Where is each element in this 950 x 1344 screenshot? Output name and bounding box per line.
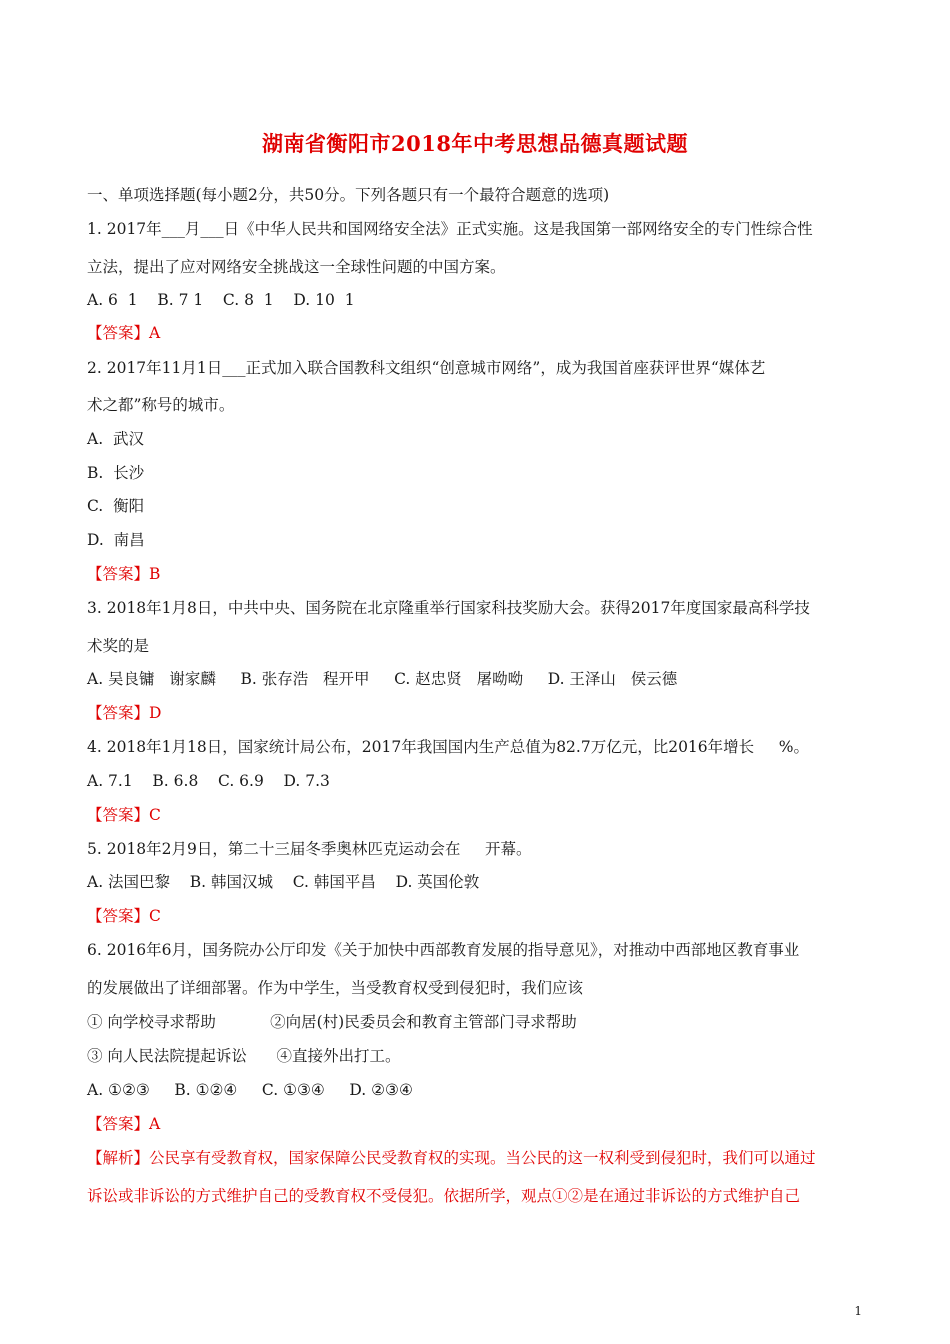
- question-3-options: A. 吴良镛 谢家麟 B. 张存浩 程开甲 C. 赵忠贤 屠呦呦 D. 王泽山 侯云德: [87, 670, 678, 688]
- question-6-analysis-line-2: 诉讼或非诉讼的方式维护自己的受教育权不受侵犯。依据所学，观点①②是在通过非诉讼的方式维护自己: [87, 1187, 801, 1205]
- question-4-options: A. 7.1 B. 6.8 C. 6.9 D. 7.3: [87, 772, 330, 790]
- question-4-answer: 【答案】C: [87, 806, 161, 824]
- question-3-line-1: 3. 2018年1月8日，中共中央、国务院在北京隆重举行国家科技奖励大会。获得2017年度国家最高科学技: [87, 599, 810, 617]
- page-title: 湖南省衡阳市2018年中考思想品德真题试题: [262, 131, 688, 156]
- question-5-options: A. 法国巴黎 B. 韩国汉城 C. 韩国平昌 D. 英国伦敦: [87, 873, 480, 891]
- question-1-line-2: 立法，提出了应对网络安全挑战这一全球性问题的中国方案。: [87, 258, 506, 276]
- question-6-options: A. ①②③ B. ①②④ C. ①③④ D. ②③④: [87, 1081, 413, 1099]
- question-6-line-1: 6. 2016年6月，国务院办公厅印发《关于加快中西部教育发展的指导意见》，对推动中西部地区教育事业: [87, 941, 800, 959]
- question-2-option-c: C. 衡阳: [87, 497, 145, 515]
- question-1-answer: 【答案】A: [87, 324, 161, 342]
- question-6-statements-3-4: ③ 向人民法院提起诉讼 ④直接外出打工。: [87, 1047, 401, 1065]
- section-heading: 一、单项选择题(每小题2分，共50分。下列各题只有一个最符合题意的选项): [87, 186, 610, 204]
- question-6-analysis-line-1: 【解析】公民享有受教育权，国家保障公民受教育权的实现。当公民的这一权利受到侵犯时，我们可以通过: [87, 1149, 816, 1167]
- question-2-line-1: 2. 2017年11月1日___正式加入联合国教科文组织“创意城市网络”，成为我国首座获评世界“媒体艺: [87, 359, 766, 377]
- question-2-line-2: 术之都”称号的城市。: [87, 396, 235, 414]
- question-3-line-2: 术奖的是: [87, 637, 150, 655]
- question-5-answer: 【答案】C: [87, 907, 161, 925]
- question-4-line-1: 4. 2018年1月18日，国家统计局公布，2017年我国国内生产总值为82.7万亿元，比2016年增长 %。: [87, 738, 810, 756]
- question-2-answer: 【答案】B: [87, 565, 161, 583]
- question-6-line-2: 的发展做出了详细部署。作为中学生，当受教育权受到侵犯时，我们应该: [87, 979, 584, 997]
- question-2-option-b: B. 长沙: [87, 464, 145, 482]
- question-3-answer: 【答案】D: [87, 704, 162, 722]
- question-2-option-d: D. 南昌: [87, 531, 145, 549]
- question-2-option-a: A. 武汉: [87, 430, 144, 448]
- question-1-line-1: 1. 2017年___月___日《中华人民共和国网络安全法》正式实施。这是我国第一部网络安全的专门性综合性: [87, 220, 813, 238]
- question-5-line-1: 5. 2018年2月9日，第二十三届冬季奥林匹克运动会在 开幕。: [87, 840, 532, 858]
- question-6-statements-1-2: ① 向学校寻求帮助 ②向居(村)民委员会和教育主管部门寻求帮助: [87, 1013, 577, 1031]
- question-1-options: A. 6 1 B. 7 1 C. 8 1 D. 10 1: [87, 291, 355, 309]
- page-number: 1: [854, 1304, 862, 1318]
- question-6-answer: 【答案】A: [87, 1115, 161, 1133]
